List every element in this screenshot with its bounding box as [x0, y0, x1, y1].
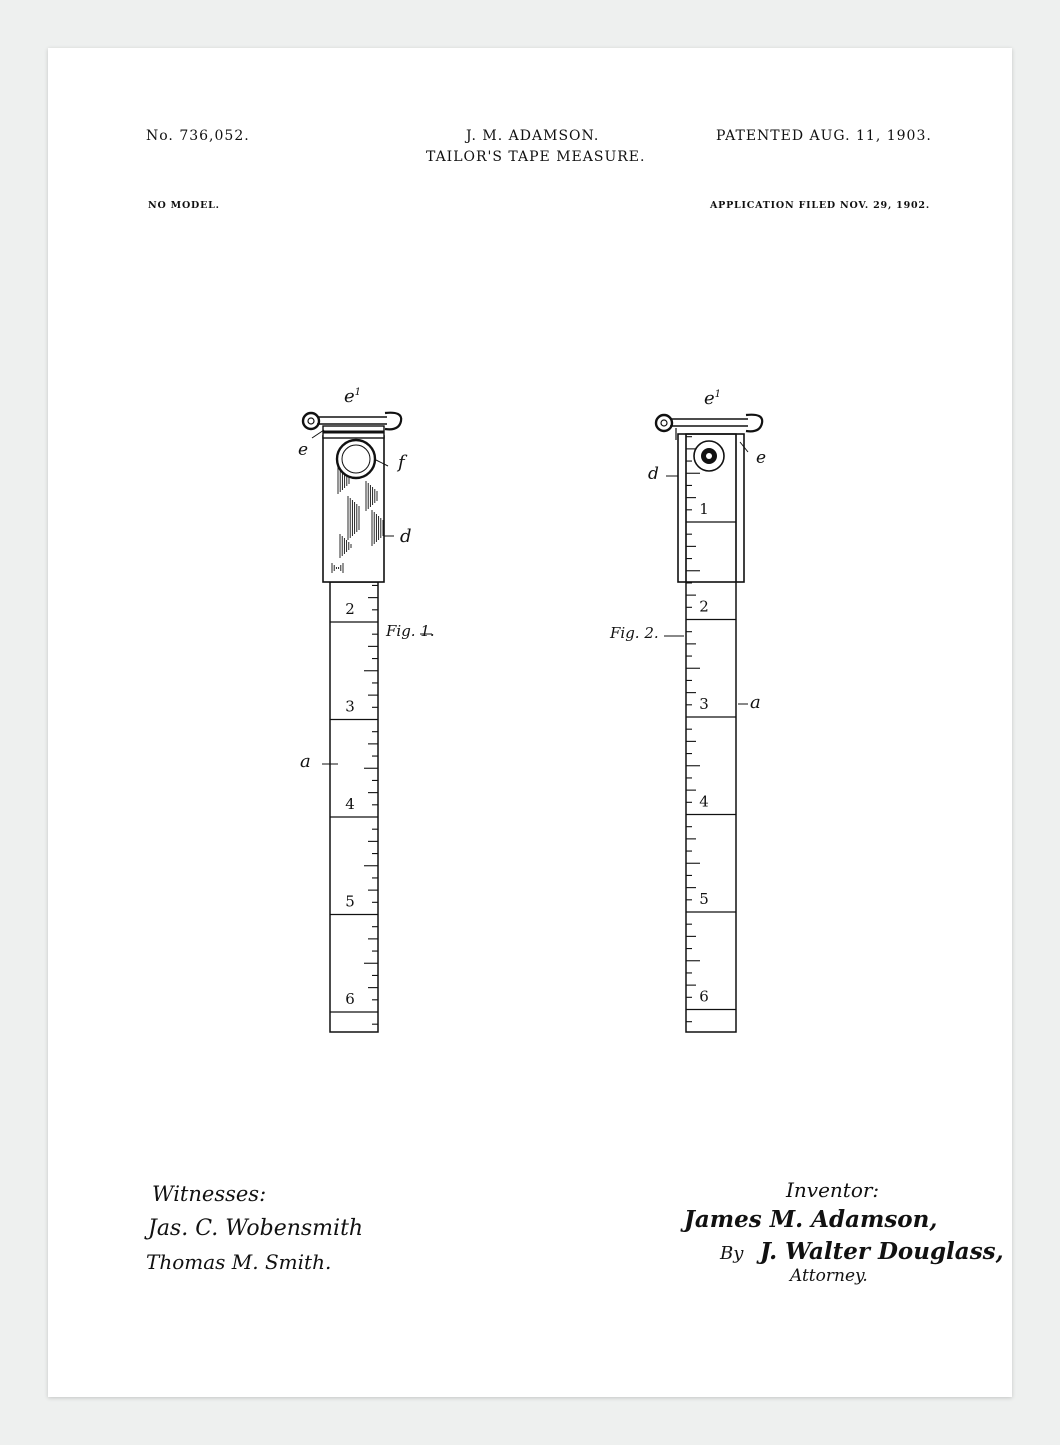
fig2-tape-body [686, 434, 736, 1032]
fig1-tape-number: 4 [345, 795, 355, 813]
fig2-pin-shaft [670, 419, 748, 426]
fig2-pin-clasp [746, 415, 762, 432]
witness-1-signature: Jas. C. Wobensmith [148, 1216, 364, 1241]
figure-2-label: Fig. 2. [610, 624, 659, 642]
fig2-tape-number: 6 [699, 987, 709, 1006]
inventor-heading: Inventor: [786, 1178, 880, 1202]
fig1-tape-number: 2 [345, 600, 355, 618]
fig1-pin-coil-left [303, 413, 319, 429]
fig1-ref-d: d [400, 526, 412, 547]
fig2-pin-coil-left-inner [661, 420, 667, 426]
figure-1 [303, 413, 432, 1032]
fig2-pin-coil-left [656, 415, 672, 431]
figure-2 [656, 415, 762, 1032]
fig2-ref-e: e [756, 448, 767, 468]
fig1-ref-a: a [300, 751, 311, 772]
fig1-pin-clasp [385, 413, 401, 430]
fig2-tape-number: 5 [699, 890, 709, 908]
witnesses-heading: Witnesses: [152, 1182, 267, 1206]
fig2-tape-number: 2 [699, 597, 709, 616]
patent-sheet [48, 48, 1012, 1397]
attorney-label: Attorney. [790, 1266, 868, 1286]
inventor-name: J. M. ADAMSON. [466, 128, 600, 144]
fig1-ref-e1: $e^1$ [344, 386, 362, 407]
fig2-ref-a: a [750, 692, 761, 713]
fig1-pin-shaft [317, 417, 387, 424]
attorney-signature: J. Walter Douglass, [760, 1238, 1004, 1265]
patent-title: TAILOR'S TAPE MEASURE. [426, 149, 646, 165]
patented-date: PATENTED AUG. 11, 1903. [716, 128, 932, 144]
fig1-ref-e: e [298, 440, 309, 460]
fig2-rivet-dot [706, 453, 712, 459]
fig1-pin-coil-left-inner [308, 418, 314, 424]
fig1-tape-number: 6 [345, 990, 355, 1008]
fig1-tape-number: 3 [345, 697, 355, 716]
fig2-tape-number: 4 [699, 792, 709, 811]
patent-number: No. 736,052. [146, 128, 250, 144]
by-label: By [720, 1243, 744, 1264]
inventor-signature: James M. Adamson, [684, 1206, 938, 1233]
figure-1-label: Fig. 1. [386, 622, 435, 640]
fig2-ref-e1: $e^1$ [704, 388, 722, 409]
fig2-tape-number: 1 [699, 500, 709, 518]
witness-2-signature: Thomas M. Smith. [146, 1250, 332, 1274]
fig1-ref-f: f [398, 452, 405, 473]
fig1-tape-number: 5 [345, 892, 355, 911]
fig2-tape-number: 3 [699, 695, 709, 713]
fig1-button [337, 440, 375, 478]
fig2-ref-d: d [648, 464, 659, 484]
no-model-label: NO MODEL. [148, 200, 220, 211]
application-filed: APPLICATION FILED NOV. 29, 1902. [710, 200, 930, 211]
